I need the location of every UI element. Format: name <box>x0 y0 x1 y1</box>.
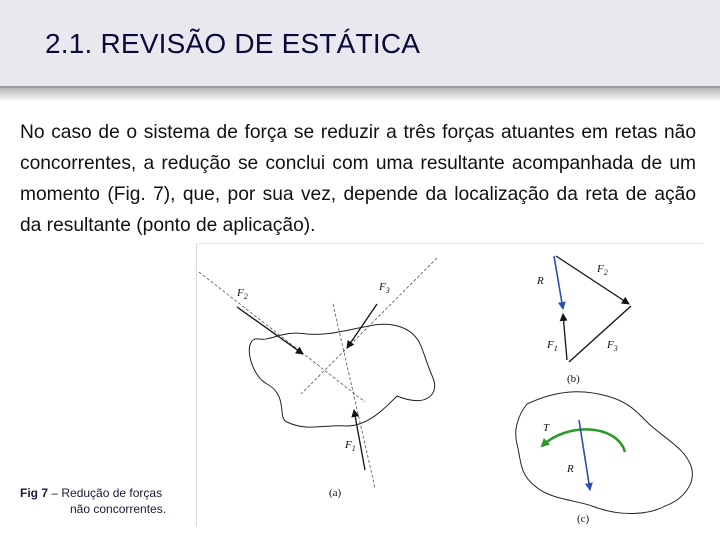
panel-a-label-f2: $F_2$ <box>237 287 248 301</box>
panel-a-force-f1 <box>354 410 365 470</box>
caption-line-1: – Redução de forças <box>48 486 163 500</box>
page-title: 2.1. REVISÃO DE ESTÁTICA <box>45 28 421 59</box>
panel-b-force-f2 <box>556 256 629 304</box>
title-divider <box>0 88 720 102</box>
panel-c <box>516 392 693 525</box>
panel-a-force-f3 <box>347 304 377 348</box>
figure-7 <box>196 243 703 526</box>
panel-c-caption: (c) <box>577 513 590 525</box>
panel-b-label-f1: $F_1$ <box>547 339 558 353</box>
panel-a-action-line-1 <box>199 272 365 402</box>
figure-7-diagram <box>197 244 703 526</box>
panel-a-caption: (a) <box>329 487 342 499</box>
panel-b-label-f3: $F_3$ <box>607 339 618 353</box>
figure-caption <box>20 485 195 517</box>
panel-c-label-r: R <box>567 463 574 475</box>
panel-a-body-outline <box>249 324 434 427</box>
panel-a <box>199 258 437 499</box>
panel-a-label-f3: $F_3$ <box>379 281 390 295</box>
panel-a-action-line-2 <box>301 258 437 394</box>
panel-b-force-f1 <box>563 314 567 360</box>
panel-c-label-t: T <box>543 422 550 434</box>
body-paragraph: No caso de o sistema de força se reduzir a três forças atuantes em retas não concorrentes, a redução se conclui com uma resultante acompanhada de um momento (Fig. 7), que, por sua vez, depende da localização da reta de ação da resultante (ponto de aplicação). <box>20 122 696 236</box>
panel-b-resultant-r <box>554 256 563 309</box>
panel-a-label-f1: $F_1$ <box>345 439 356 453</box>
panel-a-force-f2 <box>237 307 303 354</box>
panel-b-label-f2: $F_2$ <box>597 263 608 277</box>
caption-line-2: não concorrentes. <box>70 502 167 516</box>
panel-b-label-r: R <box>537 275 544 287</box>
panel-b-caption: (b) <box>567 373 580 385</box>
panel-c-body-outline <box>516 392 693 514</box>
panel-b-force-f3 <box>569 306 631 362</box>
panel-b <box>536 256 631 385</box>
caption-fig-label: Fig 7 <box>20 486 49 500</box>
